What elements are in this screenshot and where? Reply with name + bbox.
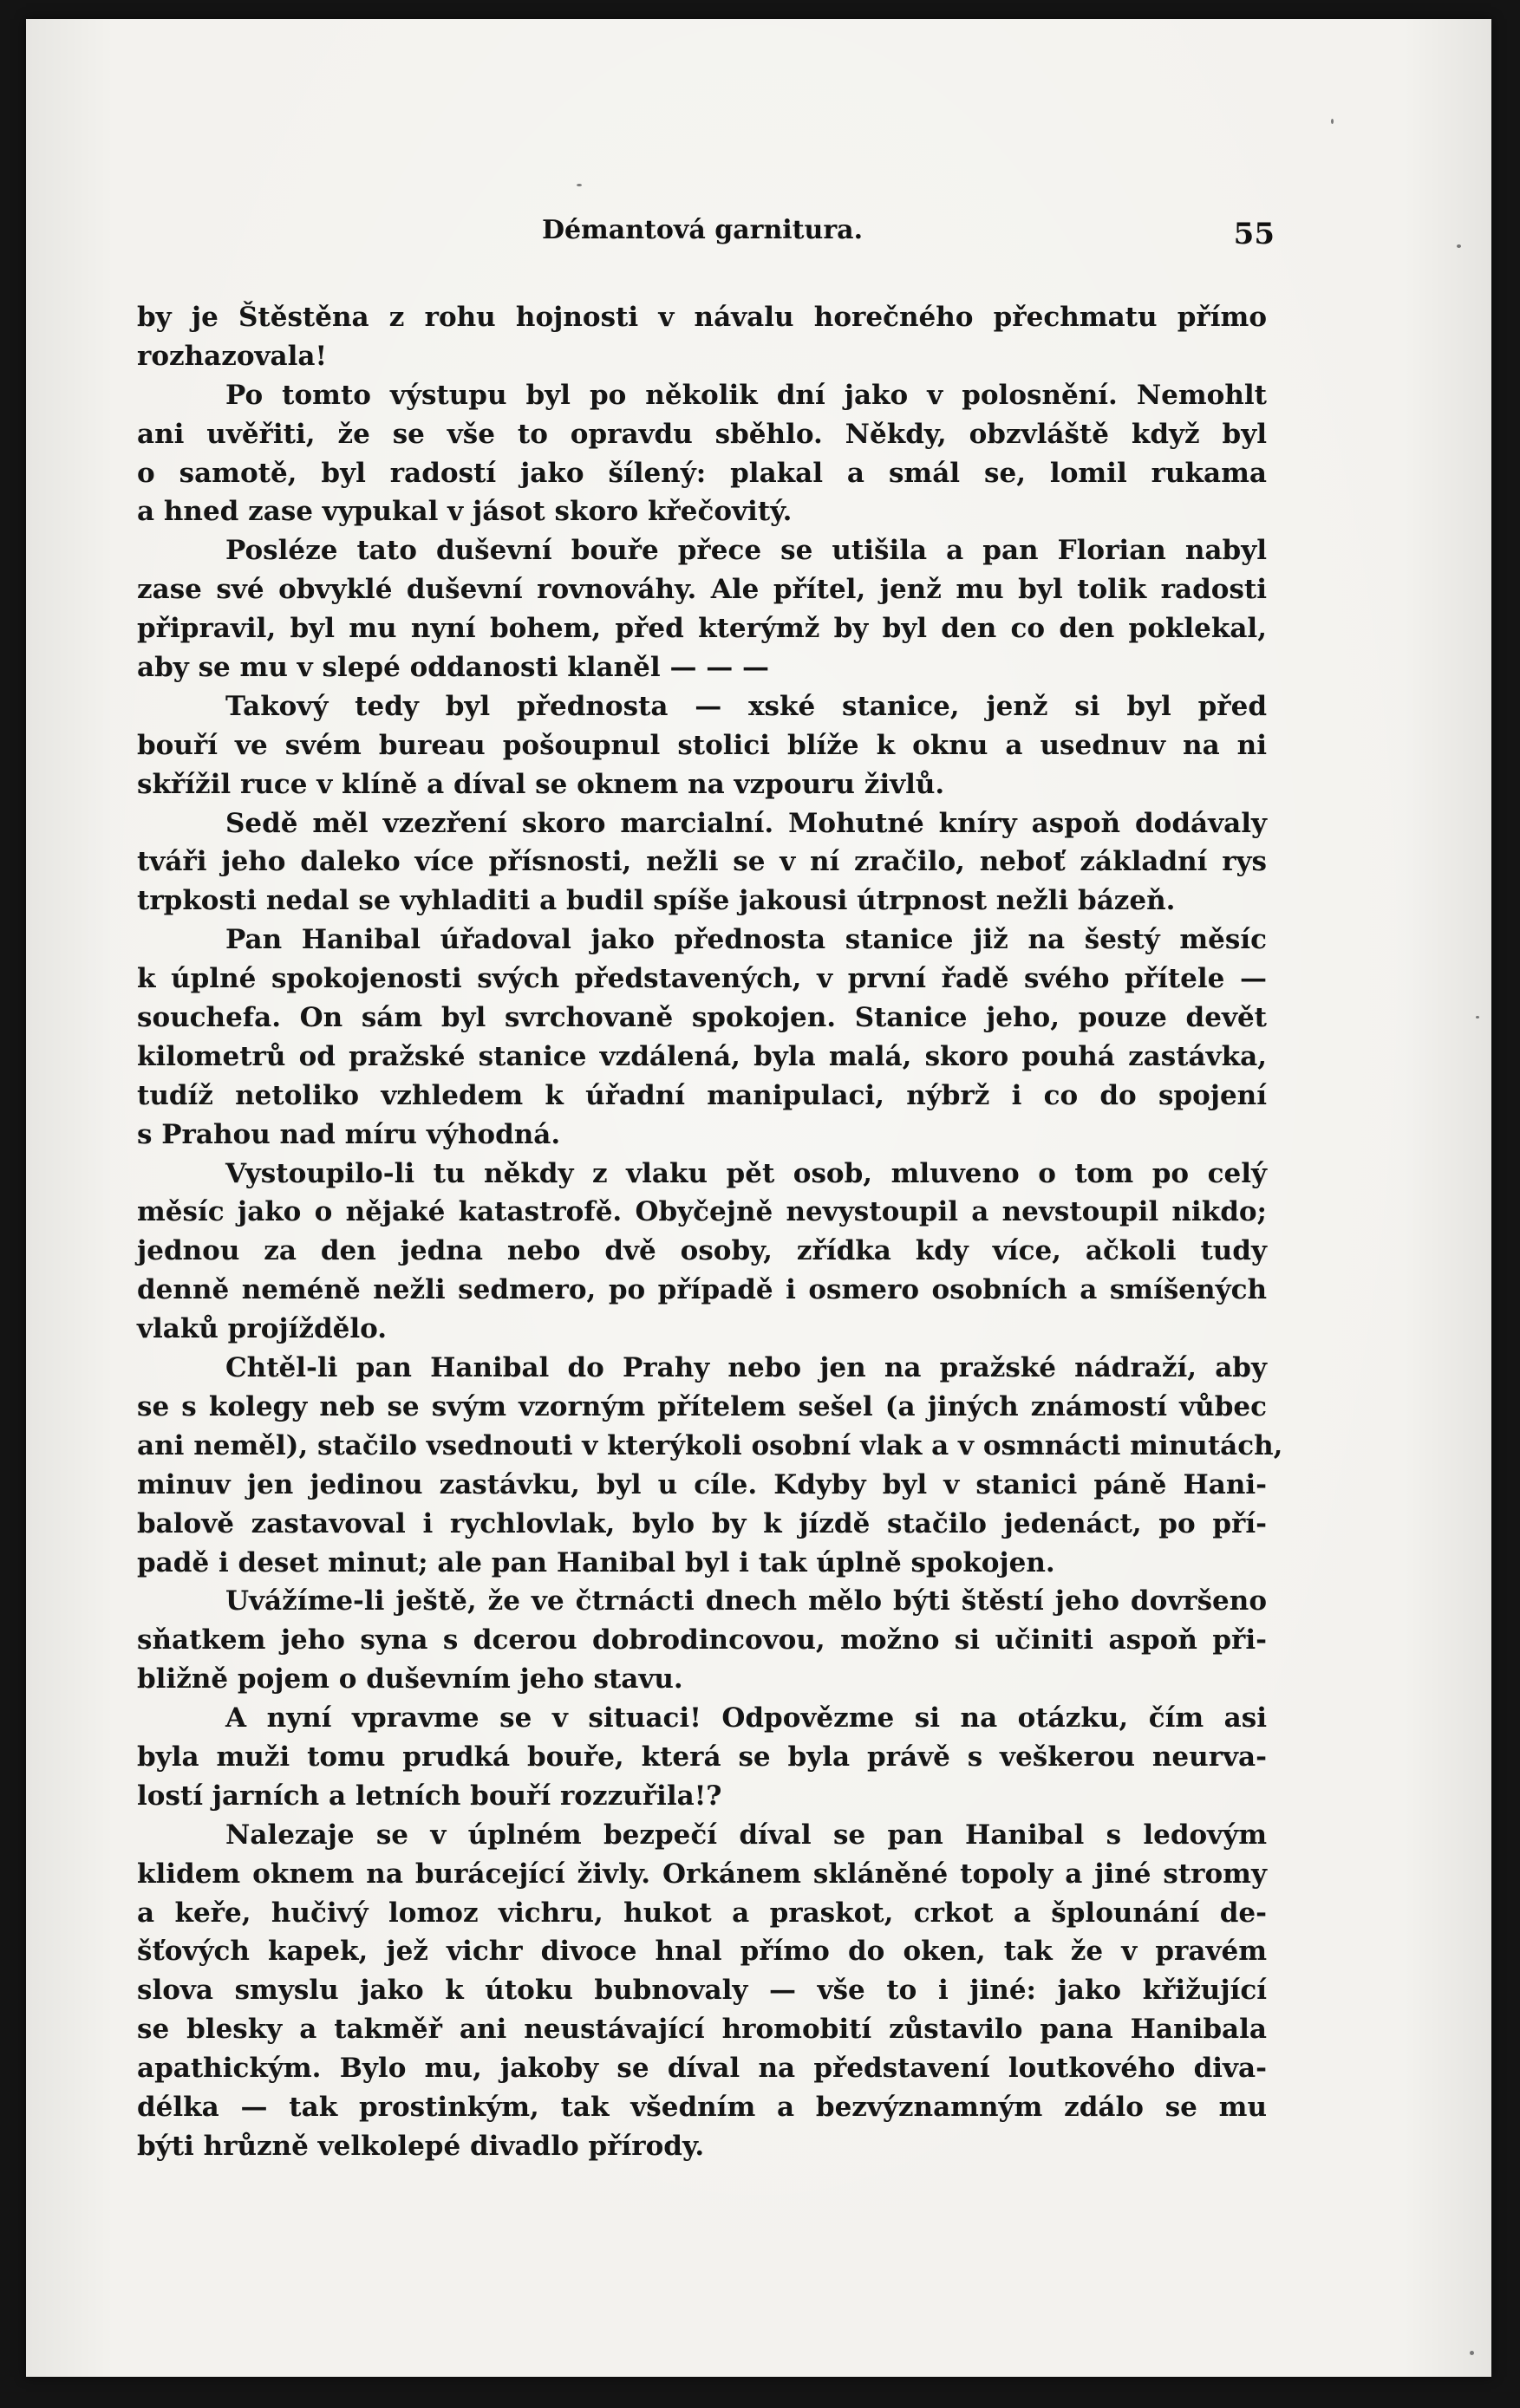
text-line: šťových kapek, jež vichr divoce hnal přímo do oken, tak že v pravém [137,1936,1267,1968]
text-line: tudíž netoliko vzhledem k úřadní manipulaci, nýbrž i co do spojení [137,1079,1267,1111]
text-line: Vystoupilo-li tu někdy z vlaku pět osob, mluveno o tom po celý [225,1157,1267,1189]
body-text [137,298,1283,2166]
text-line: by je Štěstěna z rohu hojnosti v návalu horečného přechmatu přímo [137,302,1267,333]
text-line: Chtěl-li pan Hanibal do Prahy nebo jen na pražské nádraží, aby [225,1352,1267,1384]
text-line: A nyní vpravme se v situaci! Odpovězme si na otázku, čím asi [225,1702,1267,1734]
text-line: vlaků projíždělo. [137,1313,388,1345]
text-line: Pan Hanibal úřadoval jako přednosta stanice již na šestý měsíc [225,924,1267,956]
text-line: s Prahou nad míru výhodná. [137,1118,561,1150]
text-line: Nalezaje se v úplném bezpečí díval se pan Hanibal s ledovým [225,1819,1267,1851]
text-line: denně neméně nežli sedmero, po případě i osmero osobních a smíšených [137,1274,1267,1306]
text-line: měsíc jako o nějaké katastrofě. Obyčejně nevystoupil a nevstoupil nikdo; [137,1196,1267,1228]
running-title: Démantová garnitura. [541,215,864,245]
text-line: sňatkem jeho syna s dcerou dobrodincovou, možno si učiniti aspoň při- [137,1624,1267,1656]
text-line: lostí jarních a letních bouří rozzuřila!? [137,1780,722,1812]
paper-speck [577,184,582,186]
text-line: a keře, hučivý lomoz vichru, hukot a praskot, crkot a šplounání de- [137,1897,1267,1929]
paper-speck [1457,244,1461,248]
text-line: se blesky a takměř ani neustávající hromobití zůstavilo pana Hanibala [137,2014,1267,2046]
text-line: apathickým. Bylo mu, jakoby se díval na představení loutkového diva- [137,2053,1267,2085]
text-line: Posléze tato duševní bouře přece se utišila a pan Florian nabyl [225,535,1267,567]
text-line: balově zastavoval i rychlovlak, bylo by k jízdě stačilo jedenáct, po pří- [137,1507,1267,1539]
text-line: o samotě, byl radostí jako šílený: plakal a smál se, lomil rukama [137,457,1267,489]
text-line: býti hrůzně velkolepé divadlo přírody. [137,2130,705,2162]
text-line: skřížil ruce v klíně a díval se oknem na vzpouru živlů. [137,768,945,800]
text-line: ani uvěřiti, že se vše to opravdu sběhlo. Někdy, obzvláště když byl [137,418,1267,450]
text-line: Takový tedy byl přednosta — xské stanice, jenž si byl před [225,690,1267,722]
text-line: rozhazovala! [137,340,328,372]
paper-speck [1476,1016,1479,1019]
text-line: k úplné spokojenosti svých představených, v první řadě svého přítele — [137,963,1267,995]
text-line: ani neměl), stačilo vsednouti v kterýkoli osobní vlak a v osmnácti minutách, [137,1429,1283,1461]
paper-speck [1331,119,1334,124]
text-line: jednou za den jedna nebo dvě osoby, zřídka kdy více, ačkoli tudy [137,1235,1267,1267]
text-line: minuv jen jedinou zastávku, byl u cíle. Kdyby byl v stanici páně Hani- [137,1468,1267,1500]
text-line: kilometrů od pražské stanice vzdálená, byla malá, skoro pouhá zastávka, [137,1040,1267,1072]
text-line: trpkosti nedal se vyhladiti a budil spíše jakousi útrpnost nežli bázeň. [137,885,1176,917]
text-line: a hned zase vypukal v jásot skoro křečovitý. [137,496,793,528]
text-line: slova smyslu jako k útoku bubnovaly — vše to i jiné: jako křižující [137,1975,1267,2007]
text-line: Po tomto výstupu byl po několik dní jako v polosnění. Nemohlt [225,379,1267,411]
text-line: připravil, byl mu nyní bohem, před kterýmž by byl den co den poklekal, [137,613,1267,645]
text-line: Sedě měl vzezření skoro marcialní. Mohutné kníry aspoň dodávaly [225,807,1267,839]
text-line: bližně pojem o duševním jeho stavu. [137,1663,683,1695]
text-line: délka — tak prostinkým, tak všedním a bezvýznamným zdálo se mu [137,2091,1267,2123]
book-page [26,19,1491,2377]
text-line: souchefa. On sám byl svrchovaně spokojen. Stanice jeho, pouze devět [137,1002,1267,1034]
text-line: se s kolegy neb se svým vzorným přítelem sešel (a jiných známostí vůbec [137,1390,1267,1422]
text-line: aby se mu v slepé oddanosti klaněl — — — [137,652,770,684]
page-number: 55 [1233,217,1275,251]
text-line: bouří ve svém bureau pošoupnul stolici blíže k oknu a usednuv na ni [137,729,1267,761]
paper-speck [1470,2351,1474,2355]
text-line: zase své obvyklé duševní rovnováhy. Ale přítel, jenž mu byl tolik radosti [137,574,1267,606]
text-line: tváři jeho daleko více přísnosti, nežli se v ní zračilo, neboť základní rys [137,846,1267,878]
page-header [130,215,1275,258]
text-line: byla muži tomu prudká bouře, která se byla právě s veškerou neurva- [137,1741,1267,1773]
text-line: padě i deset minut; ale pan Hanibal byl i tak úplně spokojen. [137,1546,1055,1578]
text-line: klidem oknem na burácející živly. Orkánem skláněné topoly a jiné stromy [137,1858,1267,1890]
text-line: Uvážíme-li ještě, že ve čtrnácti dnech mělo býti štěstí jeho dovršeno [225,1585,1267,1617]
